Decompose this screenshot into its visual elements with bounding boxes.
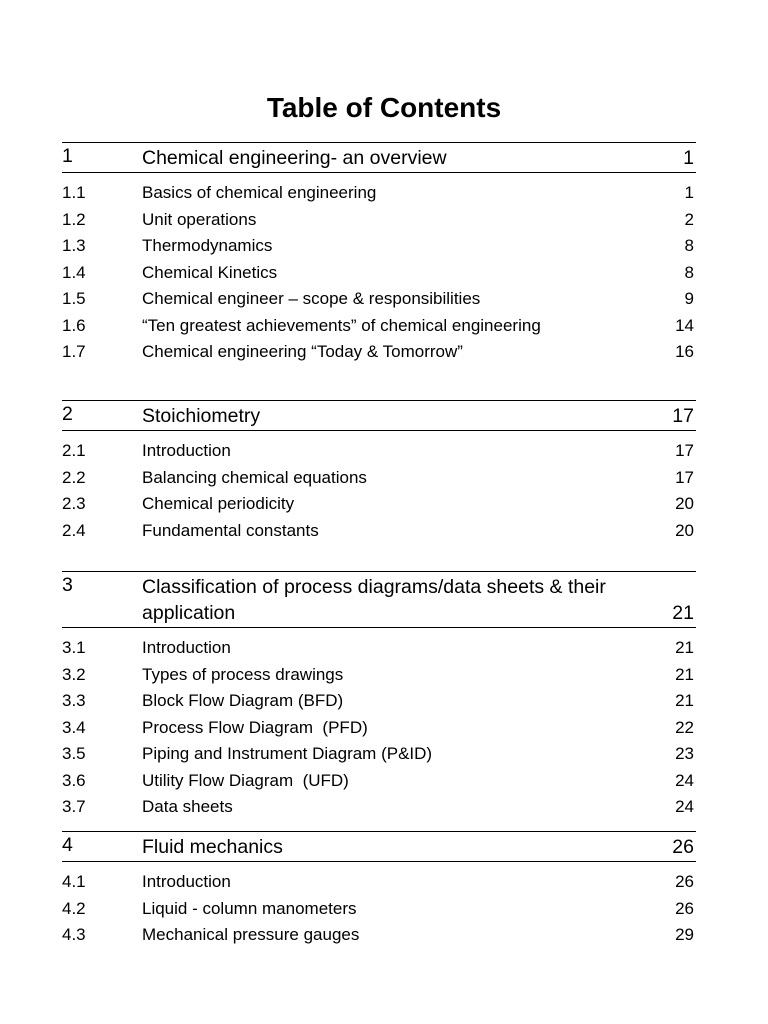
section-number: 4.3 — [62, 925, 86, 944]
section-number: 1.2 — [62, 209, 86, 229]
chapter-heading[interactable] — [62, 400, 696, 431]
section-number: 4.2 — [62, 898, 86, 918]
section-page-number: 17 — [675, 467, 694, 487]
toc-entry[interactable] — [62, 635, 696, 662]
chapter-4 — [62, 831, 696, 949]
chapter-title: Chemical engineering- an overview — [142, 147, 447, 169]
toc-entry[interactable] — [62, 518, 696, 545]
chapter-number: 4 — [62, 834, 73, 856]
chapter-heading[interactable] — [62, 571, 696, 628]
section-page-number: 16 — [675, 342, 694, 361]
toc-entry[interactable] — [62, 688, 696, 715]
chapter-3 — [62, 571, 696, 821]
chapter-title: Fluid mechanics — [142, 836, 283, 858]
section-title: Piping and Instrument Diagram (P&ID) — [142, 744, 433, 763]
chapter-page-number: 21 — [672, 602, 694, 624]
section-page-number: 14 — [675, 315, 694, 335]
toc-entry[interactable] — [62, 286, 696, 313]
section-number: 1.7 — [62, 342, 86, 361]
chapter-page-number: 17 — [672, 405, 694, 427]
section-page-number: 24 — [675, 797, 694, 816]
section-title: Introduction — [142, 441, 231, 460]
section-title: Chemical periodicity — [142, 494, 295, 513]
section-number: 3.5 — [62, 744, 86, 763]
section-title: Thermodynamics — [142, 236, 273, 255]
page-title: Table of Contents — [266, 92, 502, 123]
section-title: Chemical engineering “Today & Tomorrow” — [142, 342, 463, 361]
toc-entry[interactable] — [62, 233, 696, 260]
toc-entry[interactable] — [62, 869, 696, 896]
chapter-number: 3 — [62, 574, 73, 596]
section-list — [62, 438, 696, 544]
section-page-number: 23 — [675, 744, 694, 763]
chapter-heading[interactable] — [62, 142, 696, 173]
section-number: 3.1 — [62, 638, 86, 657]
toc-entry[interactable] — [62, 715, 696, 742]
section-page-number: 21 — [675, 664, 694, 684]
toc-entry[interactable] — [62, 741, 696, 768]
section-title: Unit operations — [142, 209, 257, 229]
section-number: 1.6 — [62, 315, 86, 335]
section-number: 1.3 — [62, 236, 86, 255]
section-title: Basics of chemical engineering — [142, 183, 377, 202]
section-number: 1.1 — [62, 183, 86, 202]
section-number: 3.3 — [62, 691, 86, 710]
section-title: Introduction — [142, 872, 231, 891]
section-title: Utility Flow Diagram (UFD) — [142, 770, 349, 790]
toc-entry[interactable] — [62, 465, 696, 492]
section-title: Types of process drawings — [142, 664, 344, 684]
toc-entry[interactable] — [62, 438, 696, 465]
section-page-number: 2 — [684, 209, 694, 229]
section-page-number: 8 — [684, 262, 694, 282]
section-number: 1.5 — [62, 289, 86, 308]
section-title: Process Flow Diagram (PFD) — [142, 717, 368, 737]
section-number: 4.1 — [62, 872, 86, 891]
section-title: “Ten greatest achievements” of chemical engineering — [142, 315, 541, 335]
toc-entry[interactable] — [62, 180, 696, 207]
section-page-number: 20 — [675, 494, 694, 513]
section-number: 2.2 — [62, 467, 86, 487]
section-page-number: 26 — [675, 872, 694, 891]
chapter-1 — [62, 142, 696, 366]
chapter-title: Stoichiometry — [142, 405, 261, 427]
section-number: 3.2 — [62, 664, 86, 684]
chapter-heading[interactable] — [62, 831, 696, 862]
section-title: Balancing chemical equations — [142, 467, 367, 487]
section-page-number: 24 — [675, 770, 694, 790]
section-title: Block Flow Diagram (BFD) — [142, 691, 344, 710]
toc-entry[interactable] — [62, 207, 696, 234]
section-page-number: 20 — [675, 520, 694, 540]
section-list — [62, 869, 696, 949]
section-title: Chemical engineer – scope & responsibilities — [142, 289, 481, 308]
section-page-number: 21 — [675, 691, 694, 710]
section-title: Chemical Kinetics — [142, 262, 278, 282]
section-number: 2.1 — [62, 441, 86, 460]
section-page-number: 17 — [675, 441, 694, 460]
chapter-page-number: 1 — [683, 147, 694, 169]
section-page-number: 1 — [684, 183, 694, 202]
chapter-title: Classification of process diagrams/data sheets & their application — [142, 576, 606, 624]
section-page-number: 29 — [675, 925, 694, 944]
chapter-page-number: 26 — [672, 836, 694, 858]
section-list — [62, 180, 696, 366]
section-page-number: 22 — [675, 717, 694, 737]
section-number: 3.7 — [62, 797, 86, 816]
section-title: Fundamental constants — [142, 520, 319, 540]
toc-entry[interactable] — [62, 339, 696, 366]
toc-entry[interactable] — [62, 794, 696, 821]
chapter-number: 1 — [62, 145, 73, 167]
section-number: 1.4 — [62, 262, 86, 282]
section-page-number: 9 — [684, 289, 694, 308]
toc-entry[interactable] — [62, 313, 696, 340]
section-title: Introduction — [142, 638, 231, 657]
section-number: 3.6 — [62, 770, 86, 790]
section-page-number: 8 — [684, 236, 694, 255]
chapter-number: 2 — [62, 403, 73, 425]
section-number: 2.4 — [62, 520, 86, 540]
section-page-number: 26 — [675, 898, 694, 918]
toc-entry[interactable] — [62, 491, 696, 518]
section-list — [62, 635, 696, 821]
chapter-2 — [62, 400, 696, 544]
section-number: 3.4 — [62, 717, 86, 737]
section-title: Data sheets — [142, 797, 233, 816]
section-title: Liquid - column manometers — [142, 898, 357, 918]
toc-entry[interactable] — [62, 896, 696, 923]
toc-entry[interactable] — [62, 768, 696, 795]
toc-entry[interactable] — [62, 662, 696, 689]
toc-entry[interactable] — [62, 922, 696, 949]
toc-entry[interactable] — [62, 260, 696, 287]
section-title: Mechanical pressure gauges — [142, 925, 360, 944]
section-number: 2.3 — [62, 494, 86, 513]
section-page-number: 21 — [675, 638, 694, 657]
